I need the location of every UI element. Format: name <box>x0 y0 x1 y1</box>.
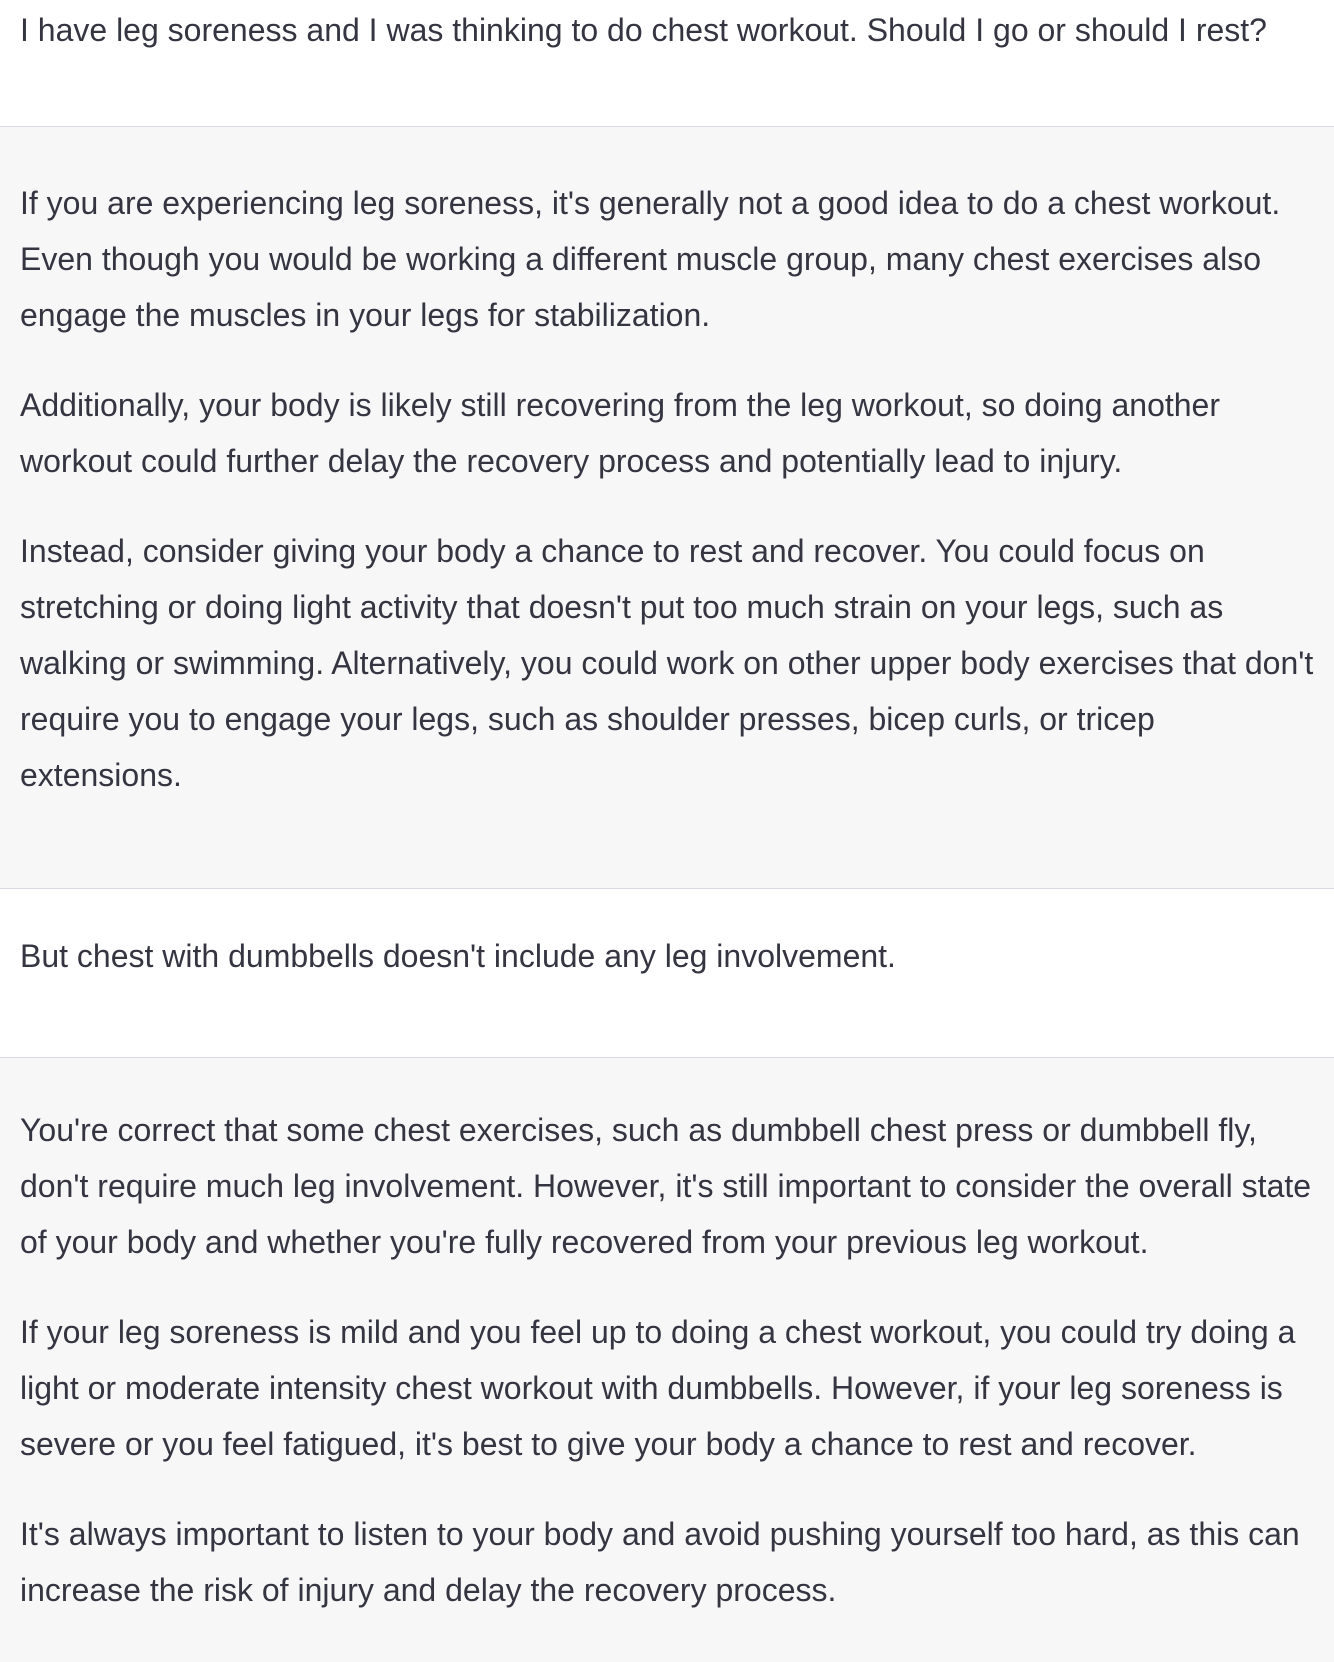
message-paragraph: If your leg soreness is mild and you feel up to doing a chest workout, you could try doing a light or moderate intensity chest workout with dumbbells. However, if your leg soreness is severe or you feel fatigued, it's best to give your body a chance to rest and recover. <box>20 1314 1296 1462</box>
assistant-message <box>0 127 1334 888</box>
message-paragraph: You're correct that some chest exercises, such as dumbbell chest press or dumbbell fly, don't require much leg involvement. However, it's still important to consider the overall state of your body and whether you're fully recovered from your previous leg workout. <box>20 1112 1312 1260</box>
assistant-message <box>0 1058 1334 1662</box>
message-paragraph: Additionally, your body is likely still recovering from the leg workout, so doing another workout could further delay the recovery process and potentially lead to injury. <box>20 387 1220 479</box>
message-paragraph: Instead, consider giving your body a chance to rest and recover. You could focus on stretching or doing light activity that doesn't put too much strain on your legs, such as walking or swimming. Alternatively, you could work on other upper body exercises that don't require you to engage your legs, such as shoulder presses, bicep curls, or tricep extensions. <box>20 533 1314 793</box>
message-paragraph: But chest with dumbbells doesn't include any leg involvement. <box>20 938 896 974</box>
user-message <box>0 889 1334 1057</box>
user-message <box>0 0 1334 126</box>
message-paragraph: It's always important to listen to your body and avoid pushing yourself too hard, as this can increase the risk of injury and delay the recovery process. <box>20 1516 1300 1608</box>
message-paragraph: If you are experiencing leg soreness, it's generally not a good idea to do a chest workout. Even though you would be working a different muscle group, many chest exercises also engage the muscles in your legs for stabilization. <box>20 185 1281 333</box>
message-paragraph: I have leg soreness and I was thinking to do chest workout. Should I go or should I rest? <box>20 12 1267 48</box>
